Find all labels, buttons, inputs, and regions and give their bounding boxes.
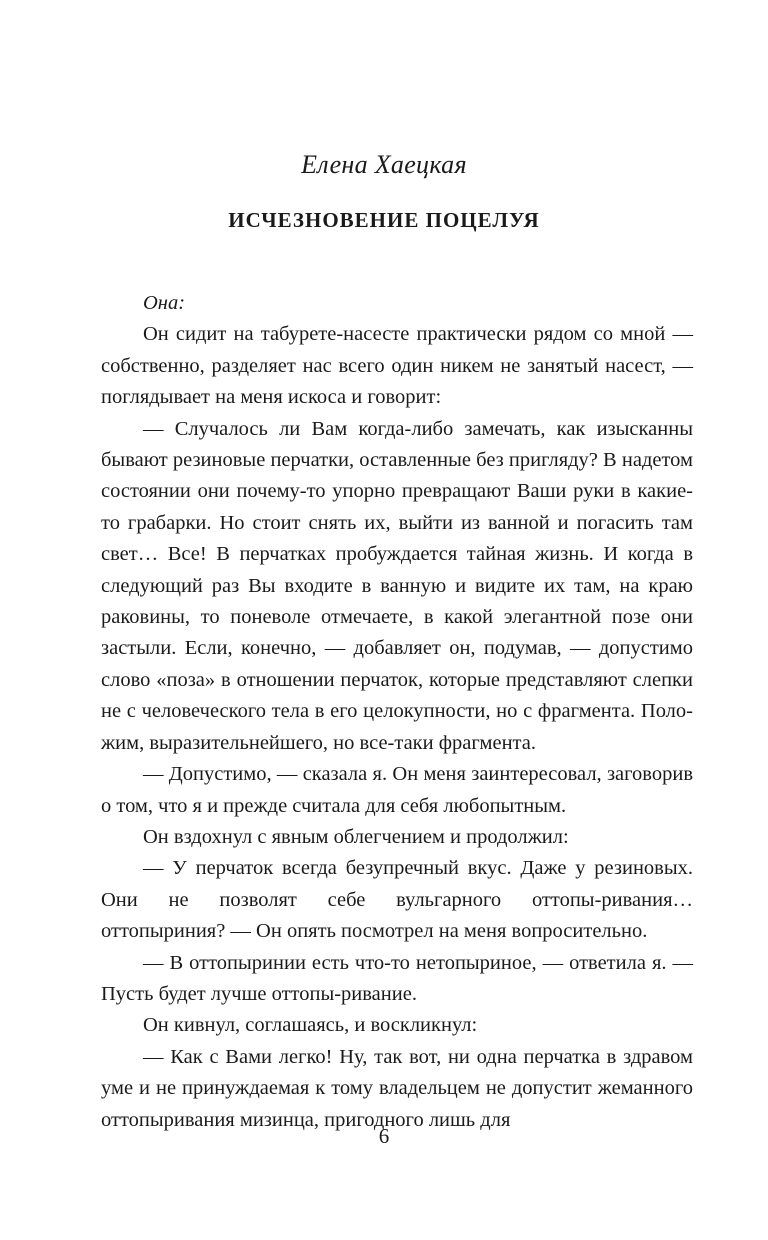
paragraph: Он кивнул, соглашаясь, и воскликнул: (143, 1014, 478, 1037)
story-text (101, 288, 693, 1136)
story-title: ИСЧЕЗНОВЕНИЕ ПОЦЕЛУЯ (228, 208, 540, 232)
paragraph: — Случалось ли Вам когда-либо замечать, как изысканны бывают резиновые перчатки, оставленные без пригляду? В надетом состоянии они почему-то упорно превращают Ваши руки в какие-то грабарки. Но стоит снять их, выйти из ванной и погасить там свет… Все! В перчатках пробуждается тайная жизнь. И когда в следующий раз Вы входите в ванную и видите их там, на краю раковины, то поневоле отмечаете, в какой элегантной позе они застыли. Если, конечно, — добавляет он, подумав, — допустимо слово «поза» в отношении перчаток, которые представляют слепки не с человеческого тела в его целокупности, но с фрагмента. Положим, выразительнейшего, но все-таки фрагмента. (101, 417, 693, 754)
paragraph: — Допустимо, — сказала я. Он меня заинтересовал, заговорив о том, что я и прежде считала для себя любопытным. (101, 763, 693, 817)
paragraph: Он вздохнул с явным облегчением и продолжил: (143, 825, 569, 848)
paragraph: — В оттопыринии есть что-то нетопыриное, — ответила я. — Пусть будет лучше оттопы-ривание. (101, 951, 693, 1005)
paragraph: — У перчаток всегда безупречный вкус. Даже у резиновых. Они не позволят себе вульгарного оттопы-ривания… оттопыриния? — Он опять посмотрел на меня вопросительно. (101, 857, 693, 943)
paragraph: Он сидит на табурете-насесте практически рядом со мной — собственно, разделяет нас всего один никем не занятый насест, — поглядывает на меня искоса и говорит: (101, 323, 693, 409)
paragraph: — Как с Вами легко! Ну, так вот, ни одна перчатка в здравом уме и не принуждаемая к тому владельцем не допустит жеманного оттопыривания мизинца, пригодного лишь для (101, 1045, 693, 1131)
author-name: Елена Хаецкая (301, 150, 467, 179)
paragraph-speaker: Она: (143, 292, 186, 314)
page-number: 6 (378, 1124, 390, 1148)
